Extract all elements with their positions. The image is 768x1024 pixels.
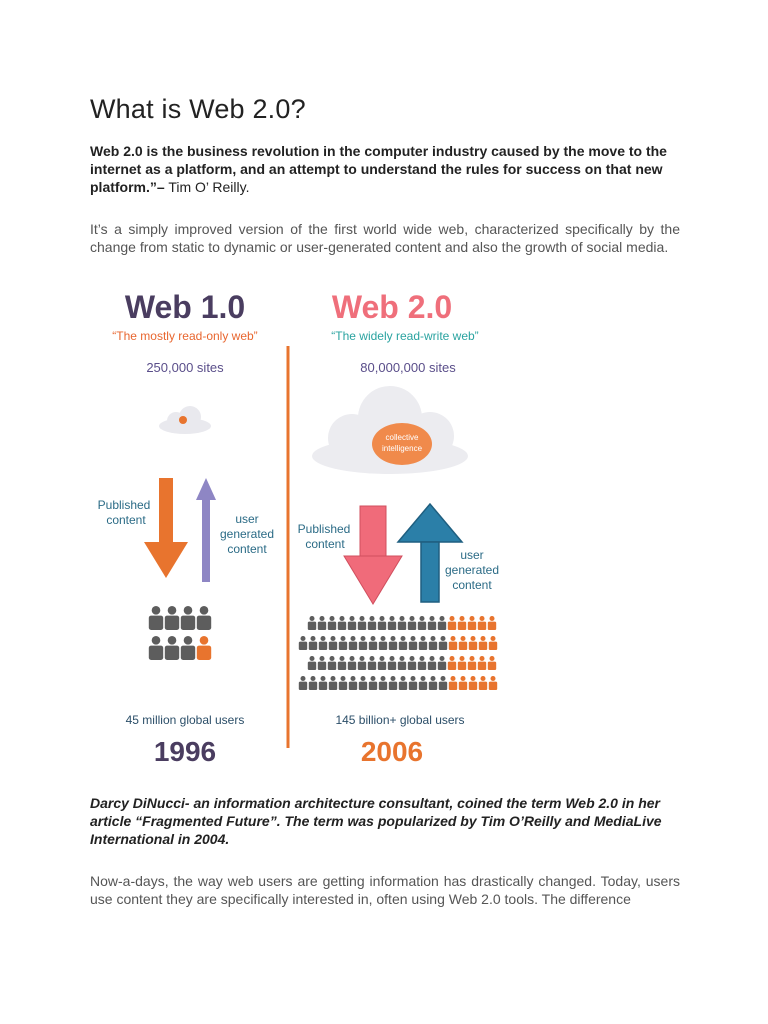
web2-year: 2006 bbox=[360, 736, 424, 767]
person-icon bbox=[181, 606, 195, 630]
person-icon bbox=[149, 636, 163, 660]
web1-user-label-2: generated bbox=[219, 527, 275, 541]
person-icon bbox=[368, 616, 376, 630]
web1-vs-web2-infographic bbox=[90, 278, 510, 770]
person-icon bbox=[478, 656, 486, 670]
web2-user-label-2: generated bbox=[444, 563, 500, 577]
person-icon bbox=[438, 616, 446, 630]
person-icon bbox=[359, 636, 367, 650]
user-up-arrow-icon bbox=[196, 478, 216, 582]
person-icon bbox=[197, 606, 211, 630]
web1-year: 1996 bbox=[153, 736, 217, 767]
person-icon bbox=[348, 656, 356, 670]
person-icon bbox=[408, 656, 416, 670]
person-icon bbox=[439, 676, 447, 690]
person-icon bbox=[419, 676, 427, 690]
web2-cloud-label-2: intelligence bbox=[381, 444, 423, 453]
person-icon bbox=[348, 616, 356, 630]
person-icon bbox=[328, 616, 336, 630]
person-icon bbox=[398, 656, 406, 670]
person-icon bbox=[489, 676, 497, 690]
person-icon bbox=[409, 636, 417, 650]
person-icon bbox=[478, 616, 486, 630]
person-icon bbox=[318, 656, 326, 670]
body-paragraph: Now-a-days, the way web users are getting information has drastically changed. Today, users use content they are specifically interested in, often using Web 2.0 tools. The difference bbox=[90, 873, 680, 907]
page-title: What is Web 2.0? bbox=[90, 94, 306, 124]
person-icon bbox=[181, 636, 195, 660]
person-icon bbox=[319, 676, 327, 690]
web1-users: 45 million global users bbox=[125, 713, 245, 727]
person-icon bbox=[388, 656, 396, 670]
person-icon bbox=[388, 616, 396, 630]
person-icon bbox=[448, 616, 456, 630]
web1-user-label-1: user bbox=[235, 512, 259, 526]
person-icon bbox=[479, 676, 487, 690]
person-icon bbox=[429, 636, 437, 650]
person-icon bbox=[338, 616, 346, 630]
person-icon bbox=[339, 676, 347, 690]
web2-users: 145 billion+ global users bbox=[335, 713, 465, 727]
person-icon bbox=[359, 676, 367, 690]
definition-quote bbox=[90, 142, 680, 196]
web1-published-label-1: Published bbox=[97, 498, 151, 512]
web2-published-label-1: Published bbox=[297, 522, 351, 536]
person-icon bbox=[488, 616, 496, 630]
quote-text: Web 2.0 is the business revolution in the computer industry caused by the move to the internet as a platform, and an attempt to understand the rules for success on that new platform.”– bbox=[90, 143, 667, 195]
person-icon bbox=[378, 616, 386, 630]
person-icon bbox=[369, 676, 377, 690]
quote-author: Tim O’ Reilly. bbox=[164, 179, 250, 195]
web1-sites: 250,000 sites bbox=[146, 360, 224, 375]
published-down-arrow-large-icon bbox=[344, 506, 402, 604]
person-icon bbox=[458, 656, 466, 670]
person-icon bbox=[449, 636, 457, 650]
web1-tagline: “The mostly read-only web” bbox=[112, 329, 258, 343]
web2-sites: 80,000,000 sites bbox=[360, 360, 456, 375]
web1-heading: Web 1.0 bbox=[124, 289, 246, 325]
person-icon bbox=[358, 656, 366, 670]
person-icon bbox=[329, 636, 337, 650]
person-icon bbox=[379, 676, 387, 690]
person-icon bbox=[488, 656, 496, 670]
intro-paragraph: It’s a simply improved version of the first world wide web, characterized specifically by the change from static to dynamic or user-generated content and also the growth of social media. bbox=[90, 221, 680, 255]
published-down-arrow-icon bbox=[144, 478, 188, 578]
person-icon bbox=[308, 656, 316, 670]
person-icon bbox=[358, 616, 366, 630]
person-icon bbox=[469, 676, 477, 690]
origin-paragraph: Darcy DiNucci- an information architecture consultant, coined the term Web 2.0 in her article “Fragmented Future”. The term was popularized by Tim O’Reilly and MediaLive International in 2004. bbox=[90, 795, 662, 847]
person-icon bbox=[329, 676, 337, 690]
person-icon bbox=[299, 676, 307, 690]
person-icon bbox=[197, 636, 211, 660]
person-icon bbox=[398, 616, 406, 630]
person-icon bbox=[368, 656, 376, 670]
person-icon bbox=[319, 636, 327, 650]
person-icon bbox=[379, 636, 387, 650]
web2-user-label-1: user bbox=[460, 548, 484, 562]
person-icon bbox=[408, 616, 416, 630]
person-icon bbox=[419, 636, 427, 650]
person-icon bbox=[349, 676, 357, 690]
person-icon bbox=[468, 656, 476, 670]
infographic-svg bbox=[90, 278, 510, 770]
person-icon bbox=[309, 636, 317, 650]
person-icon bbox=[428, 656, 436, 670]
web1-people-group bbox=[149, 606, 211, 660]
person-icon bbox=[339, 636, 347, 650]
person-icon bbox=[418, 616, 426, 630]
web2-user-label-3: content bbox=[452, 578, 492, 592]
person-icon bbox=[458, 616, 466, 630]
person-icon bbox=[489, 636, 497, 650]
person-icon bbox=[299, 636, 307, 650]
person-icon bbox=[459, 636, 467, 650]
person-icon bbox=[448, 656, 456, 670]
person-icon bbox=[468, 616, 476, 630]
person-icon bbox=[338, 656, 346, 670]
web1-published-label-2: content bbox=[106, 513, 146, 527]
person-icon bbox=[369, 636, 377, 650]
web1-user-label-3: content bbox=[227, 542, 267, 556]
large-cloud-icon bbox=[312, 386, 468, 474]
person-icon bbox=[389, 676, 397, 690]
person-icon bbox=[149, 606, 163, 630]
person-icon bbox=[409, 676, 417, 690]
web2-cloud-label-1: collective bbox=[385, 433, 419, 442]
person-icon bbox=[479, 636, 487, 650]
person-icon bbox=[349, 636, 357, 650]
web2-published-label-2: content bbox=[305, 537, 345, 551]
person-icon bbox=[399, 636, 407, 650]
person-icon bbox=[459, 676, 467, 690]
person-icon bbox=[378, 656, 386, 670]
person-icon bbox=[439, 636, 447, 650]
person-icon bbox=[429, 676, 437, 690]
person-icon bbox=[428, 616, 436, 630]
small-cloud-icon bbox=[159, 406, 211, 434]
web2-tagline: “The widely read-write web” bbox=[331, 329, 479, 343]
person-icon bbox=[165, 606, 179, 630]
web2-heading: Web 2.0 bbox=[331, 289, 453, 325]
person-icon bbox=[418, 656, 426, 670]
person-icon bbox=[449, 676, 457, 690]
person-icon bbox=[309, 676, 317, 690]
person-icon bbox=[328, 656, 336, 670]
web2-people-group bbox=[299, 616, 497, 690]
person-icon bbox=[308, 616, 316, 630]
person-icon bbox=[318, 616, 326, 630]
person-icon bbox=[389, 636, 397, 650]
person-icon bbox=[469, 636, 477, 650]
person-icon bbox=[165, 636, 179, 660]
person-icon bbox=[399, 676, 407, 690]
person-icon bbox=[438, 656, 446, 670]
